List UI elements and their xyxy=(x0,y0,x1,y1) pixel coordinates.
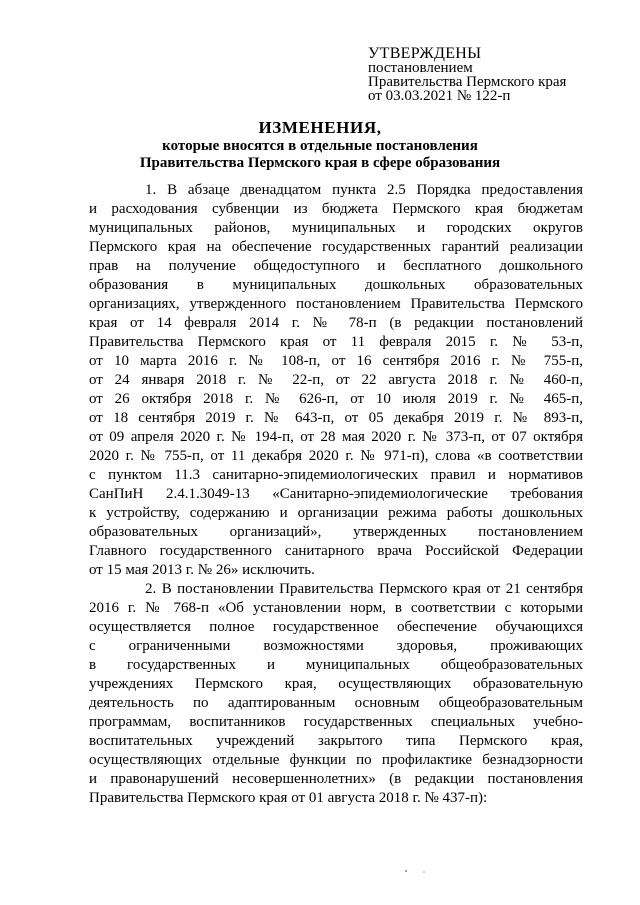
text-line: осуществляющих отдельные функции по профилактике безнадзорности xyxy=(89,752,583,768)
document-title: ИЗМЕНЕНИЯ, xyxy=(258,118,382,137)
text-line: от 18 сентября 2019 г. № 643-п, от 05 декабря 2019 г. № 893-п, xyxy=(89,410,583,426)
text-line: осуществляется полное государственное обеспечение обучающихся xyxy=(89,619,583,635)
text-line: организациях, утвержденного постановлением Правительства Пермского xyxy=(89,296,583,312)
text-line: воспитательных учреждений закрытого типа Пермского края, xyxy=(89,733,583,749)
paragraph-2 xyxy=(89,580,583,808)
text-line: с ограниченными возможностями здоровья, проживающих xyxy=(89,638,583,654)
text-line: Главного государственного санитарного врача Российской Федерации xyxy=(89,543,583,559)
approval-line: Правительства Пермского края xyxy=(368,74,567,90)
text-line: учреждениях Пермского края, осуществляющих образовательную xyxy=(89,676,583,692)
text-line: 2016 г. № 768-п «Об установлении норм, в соответствии с которыми xyxy=(89,600,583,616)
text-line: Правительства Пермского края от 01 августа 2018 г. № 437-п): xyxy=(89,790,488,806)
approval-line: постановлением xyxy=(368,60,473,76)
text-line: 1. В абзаце двенадцатом пункта 2.5 Порядка предоставления xyxy=(145,182,583,198)
text-line: Правительства Пермского края от 11 февраля 2015 г. № 53-п, xyxy=(89,334,583,350)
text-line: деятельность по адаптированным основным общеобразовательным xyxy=(89,695,583,711)
text-line: Пермского края на обеспечение государственных гарантий реализации xyxy=(89,239,583,255)
approval-heading: УТВЕРЖДЕНЫ xyxy=(368,45,482,62)
approval-date-line: от 03.03.2021 № 122-п xyxy=(368,88,511,104)
scan-artifact-mark xyxy=(400,866,430,876)
text-line: СанПиН 2.4.1.3049-13 «Санитарно-эпидемиологические требования xyxy=(89,486,583,502)
text-line: в государственных и муниципальных общеобразовательных xyxy=(89,657,583,673)
document-subtitle-line: которые вносятся в отдельные постановления xyxy=(162,138,478,154)
text-line: от 26 октября 2018 г. № 626-п, от 10 июля 2019 г. № 465-п, xyxy=(89,391,583,407)
text-line: 2. В постановлении Правительства Пермского края от 21 сентября xyxy=(145,581,583,597)
text-line: и расходования субвенции из бюджета Пермского края бюджетам xyxy=(89,201,583,217)
text-line: муниципальных районов, муниципальных и городских округов xyxy=(89,220,583,236)
text-line: края от 14 февраля 2014 г. № 78-п (в редакции постановлений xyxy=(89,315,583,331)
paragraph-1 xyxy=(89,181,583,580)
document-title-block xyxy=(0,118,640,172)
text-line: прав на получение общедоступного и бесплатного дошкольного xyxy=(89,258,583,274)
text-line: образовательных организаций», утвержденных постановлением xyxy=(89,524,583,540)
text-line: от 15 мая 2013 г. № 26» исключить. xyxy=(89,562,315,578)
text-line: с пунктом 11.3 санитарно-эпидемиологических правил и нормативов xyxy=(89,467,583,483)
text-line: к устройству, содержанию и организации режима работы дошкольных xyxy=(89,505,583,521)
text-line: программам, воспитанников государственных специальных учебно- xyxy=(89,714,583,730)
text-line: от 24 января 2018 г. № 22-п, от 22 августа 2018 г. № 460-п, xyxy=(89,372,583,388)
document-body xyxy=(89,181,583,808)
text-line: от 10 марта 2016 г. № 108-п, от 16 сентября 2016 г. № 755-п, xyxy=(89,353,583,369)
text-line: 2020 г. № 755-п, от 11 декабря 2020 г. № 971-п), слова «в соответствии xyxy=(89,448,583,464)
text-line: от 09 апреля 2020 г. № 194-п, от 28 мая 2020 г. № 373-п, от 07 октября xyxy=(89,429,583,445)
text-line: образования в муниципальных дошкольных образовательных xyxy=(89,277,583,293)
document-subtitle-line: Правительства Пермского края в сфере образования xyxy=(139,155,501,171)
text-line: и правонарушений несовершеннолетних» (в редакции постановления xyxy=(89,771,583,787)
approval-stamp xyxy=(368,47,566,103)
